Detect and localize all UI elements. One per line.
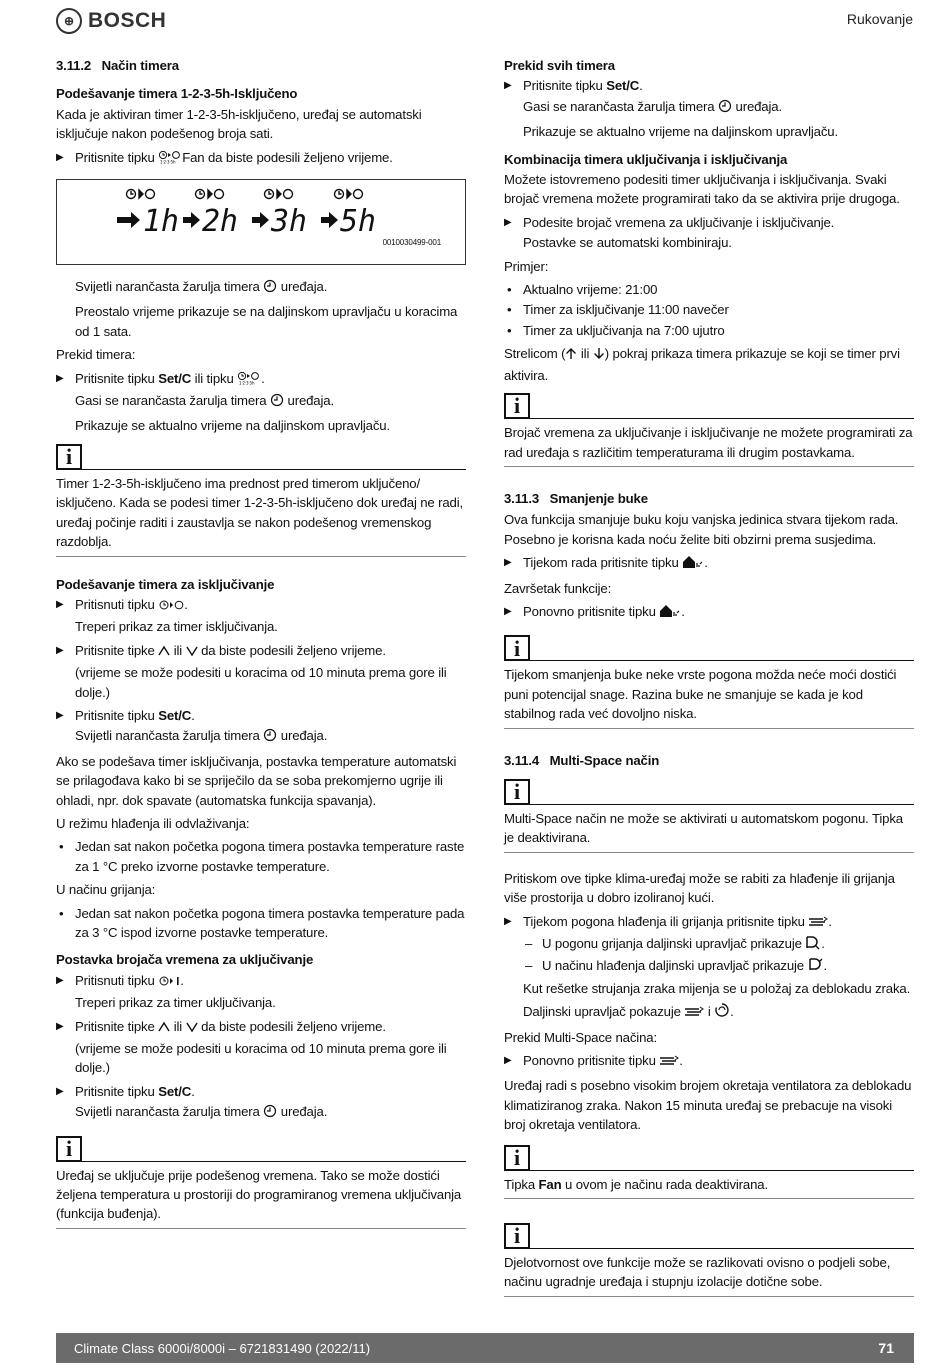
- swing-icon: [714, 1002, 730, 1023]
- cooling-item: • Jedan sat nakon početka pogona timera postavka temperature raste za 1 °C preko izvorne postavke temperature.: [56, 837, 466, 876]
- multispace-icon: [684, 1004, 704, 1023]
- heating-display: – U pogonu grijanja daljinski upravljač prikazuje .: [504, 934, 914, 955]
- left-column: [56, 56, 466, 1245]
- section-heading-3-11-4: 3.11.4 Multi-Space način: [504, 752, 660, 768]
- cancel-result-time: Prikazuje se aktualno vrijeme na daljinskom upravljaču.: [75, 418, 390, 434]
- step-press-multispace-again: ▶ Ponovno pritisnite tipku .: [504, 1051, 914, 1072]
- combination-result: Postavke se automatski kombiniraju.: [523, 235, 732, 251]
- footer-doc-ref: Climate Class 6000i/8000i – 6721831490 (2022/11): [74, 1340, 371, 1356]
- multispace-icon: [808, 914, 828, 933]
- info-effectiveness: Djelotvornost ove funkcije može se razlikovati ovisno o podjeli sobe, načinu ugradnje uređaja i stupnju izolacije dotične sobe.: [504, 1253, 914, 1297]
- cooling-label: U režimu hlađenja ili odvlaživanja:: [56, 815, 250, 831]
- info-icon: i: [504, 779, 530, 805]
- figure-id: 0010030499-001: [382, 237, 441, 247]
- info-box-header: [504, 1223, 914, 1249]
- section-heading-3-11-2: 3.11.2 Način timera: [56, 58, 179, 73]
- step-2h: 2h: [202, 204, 238, 240]
- step-5h: 5h: [340, 204, 376, 240]
- example-item: • Timer za isključivanje 11:00 navečer: [504, 300, 914, 319]
- cancel-all-lamp: Gasi se narančasta žarulja timera uređaja.: [504, 97, 914, 118]
- info-icon: i: [504, 1223, 530, 1249]
- on-timer-blink: Treperi prikaz za timer uključivanja.: [75, 995, 276, 1011]
- timer-lamp-icon: [263, 728, 277, 747]
- timer-intro: Kada je aktiviran timer 1-2-3-5h-isključeno, uređaj se automatski isključuje nakon podešenog broja sati.: [56, 106, 422, 142]
- on-timer-icon: [158, 973, 180, 992]
- noise-intro: Ova funkcija smanjuje buku koju vanjska jedinica stvara tijekom rada. Posebno je korisna kada noću želite biti obzirni prema susjedima.: [504, 512, 899, 547]
- step-press-silent-again: ▶ Ponovno pritisnite tipku .: [504, 602, 914, 623]
- result-remaining: Preostalo vrijeme prikazuje se na daljinskom upravljaču u koracima od 1 sata.: [75, 304, 458, 339]
- info-box-header: [504, 779, 914, 805]
- right-column: [504, 56, 914, 1313]
- info-icon: i: [56, 1136, 82, 1162]
- section-label: Rukovanje: [846, 11, 913, 27]
- info-timer-priority: Timer 1-2-3-5h-isključeno ima prednost pred timerom uključeno/ isključeno. Kada se podesi timer 1-2-3-5h-isključeno dok uređaj ne radi, uređaj počinje raditi i zaustavlja se nakon podešenog vremenskog razdoblja.: [56, 474, 466, 557]
- cancel-result-lamp: Gasi se narančasta žarulja timera uređaja.: [56, 391, 466, 412]
- svg-text:1·2·3·5h: 1·2·3·5h: [239, 380, 255, 385]
- info-icon: i: [504, 393, 530, 419]
- info-fan-disabled: Tipka Fan u ovom je načinu rada deaktivirana.: [504, 1175, 914, 1199]
- remote-shows: Daljinski upravljač pokazuje i .: [504, 1002, 914, 1023]
- page-number: 71: [878, 1340, 894, 1356]
- arrow-down-icon: [593, 346, 605, 365]
- info-box-header: [504, 635, 914, 661]
- step-adjust-on-time: ▶ Pritisnite tipke ili da biste podesili željeno vrijeme.: [56, 1017, 466, 1038]
- timer-lamp-icon: [263, 1104, 277, 1123]
- step-cancel-timer: ▶ Pritisnite tipku Set/C ili tipku 1·2·3·5h .: [56, 369, 466, 390]
- chevron-down-icon: [186, 643, 198, 662]
- timer-sequence-figure: [56, 179, 466, 265]
- flap-angle-text: Kut rešetke strujanja zraka mijenja se u položaj za deblokadu zraka.: [523, 980, 911, 996]
- result-lamp: Svijetli narančasta žarulja timera uređaja.: [56, 277, 466, 298]
- bosch-logo: [56, 8, 166, 34]
- heading-combination: Kombinacija timera uključivanja i isključivanja: [504, 151, 788, 167]
- timer-lamp-icon: [263, 279, 277, 298]
- example-label: Primjer:: [504, 258, 549, 274]
- step-3h: 3h: [271, 204, 307, 240]
- step-press-silent: ▶ Tijekom rada pritisnite tipku .: [504, 553, 914, 574]
- heating-label: U načinu grijanja:: [56, 882, 156, 898]
- cooling-flap-icon: [808, 958, 824, 977]
- example-item: • Aktualno vrijeme: 21:00: [504, 280, 914, 299]
- section-heading-3-11-3: 3.11.3 Smanjenje buke: [504, 490, 648, 506]
- step-set-both: ▶ Podesite brojač vremena za uključivanje i isključivanje.: [504, 213, 914, 232]
- on-timer-lamp: Svijetli narančasta žarulja timera uređaja.: [56, 1102, 466, 1123]
- bosch-armature-icon: ⊕: [56, 8, 82, 34]
- info-icon: i: [504, 635, 530, 661]
- timer-lamp-icon: [718, 99, 732, 118]
- cancel-label: Prekid timera:: [56, 347, 136, 363]
- heading-timer-1235h: Podešavanje timera 1-2-3-5h-Isključeno: [56, 86, 298, 102]
- combination-intro: Možete istovremeno podesiti timer uključivanja i isključivanja. Svaki brojač vremena možete programirati tako da se aktivira prije drugoga.: [504, 172, 900, 207]
- heating-item: • Jedan sat nakon početka pogona timera postavka temperature pada za 3 °C ispod izvorne postavke temperature.: [56, 904, 466, 943]
- silent-mode-icon: [659, 604, 681, 623]
- heading-cancel-all: Prekid svih timera: [504, 58, 615, 73]
- arrow-up-icon: [565, 346, 577, 365]
- info-multispace-auto: Multi-Space način ne može se aktivirati u automatskom pogonu. Tipka je deaktivirana.: [504, 809, 914, 853]
- multispace-intro: Pritiskom ove tipke klima-uređaj može se rabiti za hlađenje ili grijanja više prostorija u dobro izoliranoj kući.: [504, 870, 895, 906]
- heading-on-timer: Postavka brojača vremena za uključivanje: [56, 952, 314, 968]
- step-press-setc-all: ▶ Pritisnite tipku Set/C.: [504, 76, 914, 95]
- multispace-fan-text: Uređaj radi s posebno visokim brojem okretaja ventilatora za deblokadu klimatiziranog zraka. Nakon 15 minuta uređaj se prebacuje na visoki broj okretaja ventilatora.: [504, 1078, 912, 1133]
- chevron-up-icon: [158, 643, 170, 662]
- footer-bar: [56, 1333, 914, 1363]
- info-icon: i: [504, 1145, 530, 1171]
- brand-name: BOSCH: [88, 9, 167, 32]
- chevron-up-icon: [158, 1019, 170, 1038]
- cancel-all-time: Prikazuje se aktualno vrijeme na daljinskom upravljaču.: [523, 124, 838, 140]
- svg-text:1·2·3·5h: 1·2·3·5h: [160, 159, 176, 164]
- timer-symbols: [127, 190, 363, 199]
- cooling-display: – U načinu hlađenja daljinski upravljač prikazuje .: [504, 956, 914, 977]
- off-timer-blink: Treperi prikaz za timer isključivanja.: [75, 619, 278, 635]
- silent-mode-icon: [682, 555, 704, 574]
- end-multispace-label: Prekid Multi-Space načina:: [504, 1029, 657, 1045]
- step-adjust-time: ▶ Pritisnite tipke ili da biste podesili željeno vrijeme.: [56, 641, 466, 662]
- step-1h: 1h: [143, 204, 179, 240]
- arrow-explanation: Strelicom ( ili ) pokraj prikaza timera prikazuje se koji se timer prvi aktivira.: [504, 346, 900, 383]
- info-box-header: [56, 1136, 466, 1162]
- sleep-function-text: Ako se podešava timer isključivanja, postavka temperature automatski se prilagođava kako bi se spriječilo da se soba prekomjerno ugrije ili ohladi, npr. dok spavate (automatska funkcija spavanja).: [56, 753, 457, 808]
- info-combination-limit: Brojač vremena za uključivanje i isključivanje ne možete programirati za rad uređaja s različitim temperaturama ili drugim postavkama.: [504, 423, 914, 467]
- timer-1235h-icon: [158, 150, 182, 169]
- step-press-off-timer: ▶ Pritisnuti tipku .: [56, 595, 466, 616]
- example-item: • Timer za uključivanja na 7:00 ujutro: [504, 321, 914, 340]
- info-box-header: [56, 444, 466, 470]
- info-icon: i: [56, 444, 82, 470]
- info-noise-limit: Tijekom smanjenja buke neke vrste pogona možda neće moći dostići puni potencijal snage. Razina buke ne smanjuje se kada je kod stabilnog rada već dovoljno niska.: [504, 665, 914, 728]
- heading-off-timer: Podešavanje timera za isključivanje: [56, 576, 275, 592]
- step-press-on-timer: ▶ Pritisnuti tipku .: [56, 971, 466, 992]
- step-press-multispace: ▶ Tijekom pogona hlađenja ili grijanja pritisnite tipku .: [504, 912, 914, 933]
- step-press-fan: ▶ Pritisnite tipku 1·2·3·5h Fan da biste podesili željeno vrijeme.: [56, 148, 466, 169]
- step-press-setc-on: ▶ Pritisnite tipku Set/C.: [56, 1082, 466, 1101]
- heating-flap-icon: [805, 936, 821, 955]
- timer-1235h-icon: [237, 371, 261, 390]
- off-timer-lamp: Svijetli narančasta žarulja timera uređaja.: [56, 726, 466, 747]
- info-box-header: [504, 393, 914, 419]
- off-timer-steps: (vrijeme se može podesiti u koracima od 10 minuta prema gore ili dolje.): [75, 665, 447, 700]
- step-press-setc: ▶ Pritisnite tipku Set/C.: [56, 706, 466, 725]
- on-timer-steps: (vrijeme se može podesiti u koracima od 10 minuta prema gore ili dolje.): [75, 1041, 447, 1076]
- multispace-icon: [659, 1053, 679, 1072]
- end-function-label: Završetak funkcije:: [504, 580, 612, 596]
- chevron-down-icon: [186, 1019, 198, 1038]
- timer-lamp-icon: [270, 393, 284, 412]
- off-timer-icon: [158, 597, 184, 616]
- info-wakeup-function: Uređaj se uključuje prije podešenog vremena. Tako se može dostići željena temperatura u prostoriji do programiranog vremena uključivanja (funkcija buđenja).: [56, 1166, 466, 1229]
- info-box-header: [504, 1145, 914, 1171]
